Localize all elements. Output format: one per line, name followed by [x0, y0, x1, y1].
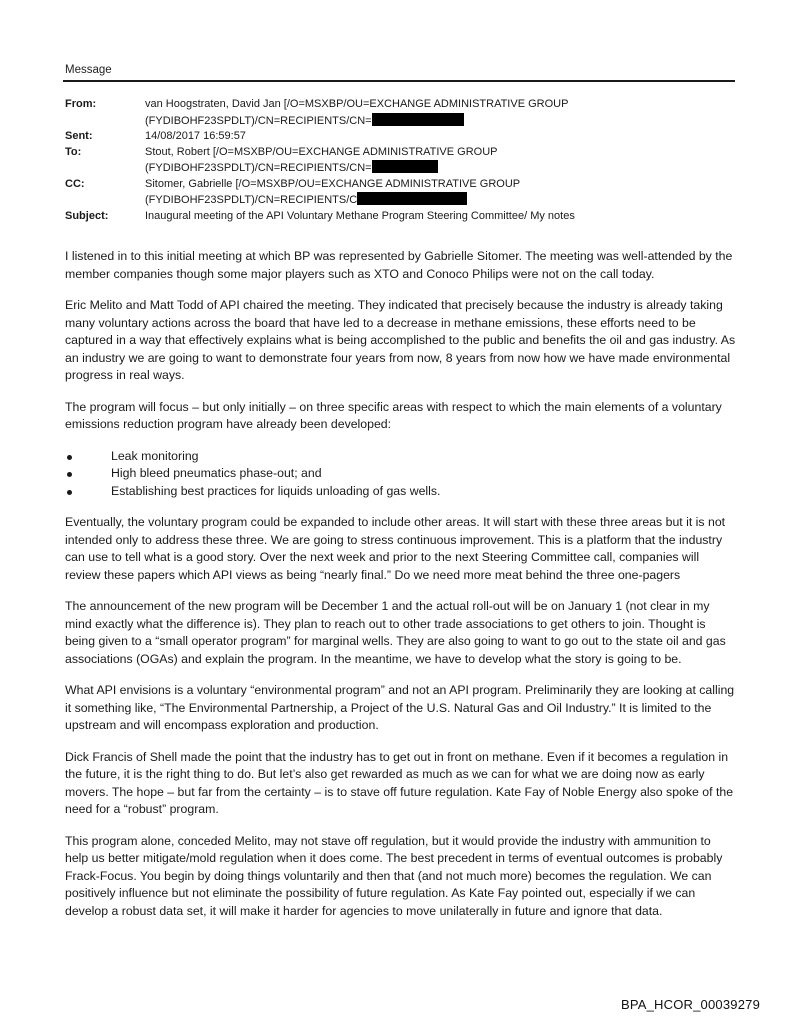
- body-paragraph-1: I listened in to this initial meeting at which BP was represented by Gabrielle Sitomer. The meeting was well-attended by the member companies though some major players such as XTO and Conoco Philips were not on the call today.: [65, 249, 733, 281]
- email-body: [65, 248, 737, 934]
- subject-row: [65, 209, 735, 225]
- list-item: Leak monitoring: [65, 448, 737, 466]
- body-paragraph-4: Eventually, the voluntary program could be expanded to include other areas. It will start with these three areas but it is not intended only to address these three. We are going to stress continuous improvement. This is a platform that the industry can use to tell what is a good story. Over the next week and prior to the next Steering Committee call, companies will review these papers which API views as being “nearly final.” Do we need more meat behind the three one-pagers: [65, 515, 726, 582]
- body-paragraph-3: The program will focus – but only initially – on three specific areas with respect to which the main elements of a voluntary emissions reduction program have already been developed:: [65, 399, 722, 431]
- bullet-icon: [67, 490, 72, 495]
- to-row: [65, 145, 735, 177]
- to-label: To:: [65, 145, 82, 158]
- message-label: Message: [65, 64, 112, 76]
- cc-value: [145, 177, 735, 209]
- header-divider: [63, 80, 735, 82]
- from-value: [145, 97, 735, 129]
- email-headers: [65, 97, 735, 224]
- body-paragraph-2: Eric Melito and Matt Todd of API chaired the meeting. They indicated that precisely because the industry is already taking many voluntary actions across the board that have led to a decrease in methane emissions, these efforts need to be captured in a way that effectively explains what is being accomplished to the public and benefits the oil and gas industry. As an industry we are going to want to demonstrate four years from now, 8 years from now how we have made environmental progress in real ways.: [65, 298, 736, 382]
- cc-label: CC:: [65, 177, 85, 190]
- to-line-1: Stout, Robert [/O=MSXBP/OU=EXCHANGE ADMINISTRATIVE GROUP: [145, 145, 498, 158]
- cc-row: [65, 177, 735, 209]
- redaction-box: [372, 160, 438, 173]
- bullet-icon: [67, 455, 72, 460]
- list-item: Establishing best practices for liquids unloading of gas wells.: [65, 483, 737, 501]
- body-paragraph-8: This program alone, conceded Melito, may not stave off regulation, but it would provide the industry with ammunition to help us better mitigate/mold regulation when it does come. The best precedent in terms of eventual outcomes is probably Frack-Focus. You begin by doing things voluntarily and then that (and not much more) becomes the regulation. We can positively influence but not eliminate the possibility of future regulation. As Kate Fay pointed out, especially if we can develop a robust data set, it will make it harder for agencies to move unilaterally in future and ignore that data.: [65, 833, 723, 918]
- from-line-2: (FYDIBOHF23SPDLT)/CN=RECIPIENTS/CN=: [145, 114, 372, 127]
- list-item: High bleed pneumatics phase-out; and: [65, 465, 737, 483]
- bullet-icon: [67, 472, 72, 477]
- body-paragraph-7: Dick Francis of Shell made the point that the industry has to get out in front on methane. Even if it becomes a regulation in the future, it is the right thing to do. But let’s also get rewarded as much as we can for what we are doing now as early movers. The hope – but far from the certainty – is to stave off future regulation. Kate Fay of Noble Energy also spoke of the need for a “robust” program.: [65, 749, 734, 816]
- cc-line-1: Sitomer, Gabrielle [/O=MSXBP/OU=EXCHANGE ADMINISTRATIVE GROUP: [145, 177, 521, 190]
- body-paragraph-6: What API envisions is a voluntary “environmental program” and not an API program. Preliminarily they are looking at calling it something like, “The Environmental Partnership, a Project of the U.S. Natural Gas and Oil Industry.” It is limited to the upstream and will encompass exploration and production.: [65, 683, 735, 732]
- sent-value: 14/08/2017 16:59:57: [145, 130, 246, 142]
- from-row: [65, 97, 735, 129]
- from-label: From:: [65, 98, 97, 110]
- focus-areas-list: [65, 448, 737, 501]
- redaction-box: [357, 192, 467, 205]
- bates-number: BPA_HCOR_00039279: [620, 997, 760, 1012]
- subject-value: Inaugural meeting of the API Voluntary Methane Program Steering Committee/ My notes: [145, 209, 575, 222]
- from-line-1: van Hoogstraten, David Jan [/O=MSXBP/OU=EXCHANGE ADMINISTRATIVE GROUP: [145, 98, 569, 110]
- to-value: [145, 145, 735, 177]
- subject-label: Subject:: [65, 209, 109, 222]
- redaction-box: [372, 113, 464, 126]
- sent-row: [65, 129, 735, 145]
- to-line-2: (FYDIBOHF23SPDLT)/CN=RECIPIENTS/CN=: [145, 162, 372, 174]
- cc-line-2: (FYDIBOHF23SPDLT)/CN=RECIPIENTS/C: [145, 194, 358, 206]
- sent-label: Sent:: [65, 130, 93, 142]
- body-paragraph-5: The announcement of the new program will be December 1 and the actual roll-out will be on January 1 (not clear in my mind exactly what the difference is). They plan to reach out to other trade associations to get others to join. Thought is being given to a “small operator program” for marginal wells. They are also going to want to go out to the state oil and gas associations (OGAs) and explain the program. In the meantime, we have to develop what the story is going to be.: [65, 599, 726, 666]
